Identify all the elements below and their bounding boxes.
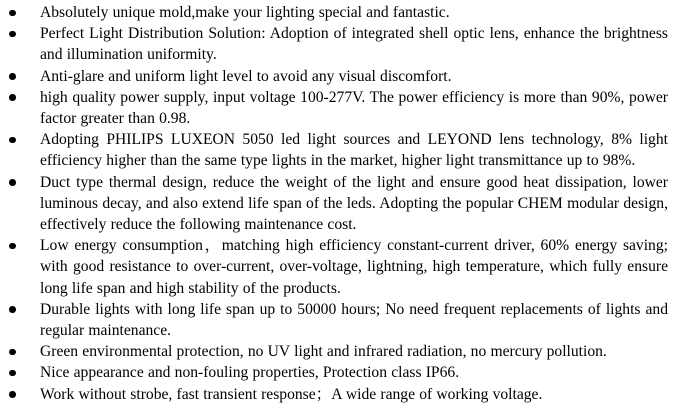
feature-item	[0, 299, 680, 341]
feature-text: Absolutely unique mold,make your lighting special and fantastic.	[40, 4, 450, 21]
bullet-icon	[9, 73, 16, 80]
bullet-icon	[9, 391, 16, 398]
feature-item	[0, 87, 680, 129]
feature-text: Work without strobe, fast transient response；A wide range of working voltage.	[40, 385, 543, 403]
feature-item	[0, 341, 680, 362]
feature-text: Durable lights with long life span up to 50000 hours; No need frequent replacements of lights and regular maintenance.	[40, 300, 668, 340]
bullet-icon	[9, 94, 16, 101]
feature-item	[0, 129, 680, 171]
bullet-icon	[9, 10, 16, 17]
bullet-icon	[9, 179, 16, 186]
bullet-icon	[9, 349, 16, 356]
feature-text: Anti-glare and uniform light level to avoid any visual discomfort.	[40, 67, 452, 85]
feature-list	[0, 2, 680, 405]
feature-item	[0, 2, 680, 23]
feature-item	[0, 362, 680, 383]
bullet-icon	[9, 137, 16, 144]
feature-item	[0, 235, 680, 299]
feature-item	[0, 172, 680, 236]
bullet-icon	[9, 31, 16, 38]
feature-text: Green environmental protection, no UV light and infrared radiation, no mercury pollution.	[40, 343, 607, 361]
feature-item	[0, 384, 680, 405]
feature-text: high quality power supply, input voltage 100-277V. The power efficiency is more than 90%, power factor greater than 0.98.	[40, 88, 668, 128]
feature-text: Adopting PHILIPS LUXEON 5050 led light sources and LEYOND lens technology, 8% light efficiency higher than the same type lights in the market, higher light transmittance up to 98%.	[40, 131, 668, 170]
bullet-icon	[9, 306, 16, 313]
feature-item	[0, 66, 680, 87]
feature-text: Nice appearance and non-fouling properties, Protection class IP66.	[40, 364, 460, 382]
bullet-icon	[9, 243, 16, 250]
feature-text: Duct type thermal design, reduce the weight of the light and ensure good heat dissipation, lower luminous decay, and also extend life span of the leds. Adopting the popular CHEM modular design, effectively reduce the following maintenance cost.	[40, 173, 668, 234]
feature-text: Low energy consumption，matching high efficiency constant-current driver, 60% energy saving; with good resistance to over-current, over-voltage, lightning, high temperature, which fully ensure long life span and high stability of the products.	[40, 237, 668, 297]
feature-text: Perfect Light Distribution Solution: Adoption of integrated shell optic lens, enhance the brightness and illumination uniformity.	[40, 25, 668, 64]
bullet-icon	[9, 370, 16, 377]
feature-item	[0, 23, 680, 65]
